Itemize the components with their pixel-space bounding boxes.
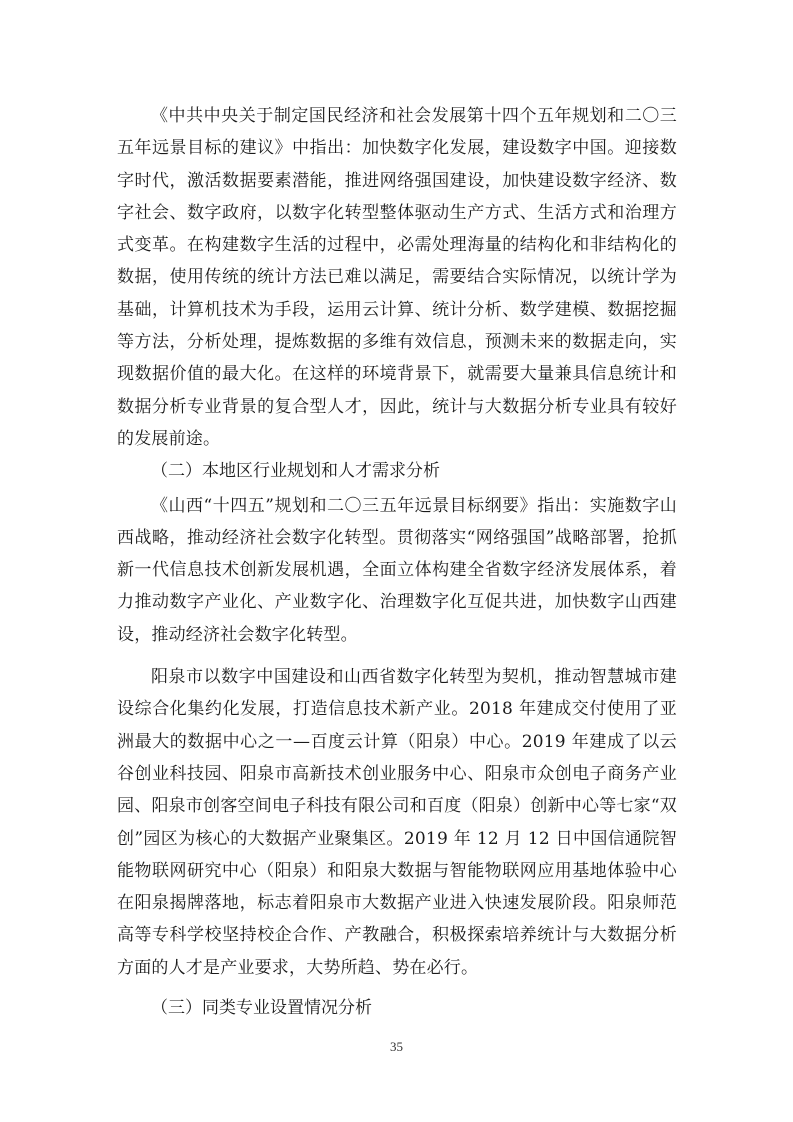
page-number: 35	[390, 1039, 403, 1054]
section-heading-similar-programs: （三）同类专业设置情况分析	[151, 998, 372, 1019]
paragraph-shanxi-plan: 《山西“十四五”规划和二〇三五年远景目标纲要》指出：实施数字山西战略，推动经济社会数字化转型。贯彻落实“网络强国”战略部署，抢抓新一代信息技术创新发展机遇，全面立体构建全省数字经济发展体系，着力推动数字产业化、产业数字化、治理数字化互促共进，加快数字山西建设，推动经济社会数字化转型。	[117, 495, 677, 645]
paragraph-yangquan: 阳泉市以数字中国建设和山西省数字化转型为契机，推动智慧城市建设综合化集约化发展，打造信息技术新产业。2018 年建成交付使用了亚洲最大的数据中心之一—百度云计算（阳泉）中心。2019 年建成了以云谷创业科技园、阳泉市高新技术创业服务中心、阳泉市众创电子商务产业园、阳泉市创客空间电子科技有限公司和百度（阳泉）创新中心等七家“双创”园区为核心的大数据产业聚集区。2019 年 12 月 12 日中国信通院智能物联网研究中心（阳泉）和阳泉大数据与智能物联网应用基地体验中心在阳泉揭牌落地，标志着阳泉市大数据产业进入快速发展阶段。阳泉师范高等专科学校坚持校企合作、产教融合，积极探索培养统计与大数据分析方面的人才是产业要求，大势所趋、势在必行。	[117, 667, 677, 978]
paragraph-digital-china: 《中共中央关于制定国民经济和社会发展第十四个五年规划和二〇三五年远景目标的建议》中指出：加快数字化发展，建设数字中国。迎接数字时代，激活数据要素潜能，推进网络强国建设，加快建设数字经济、数字社会、数字政府，以数字化转型整体驱动生产方式、生活方式和治理方式变革。在构建数字生活的过程中，必需处理海量的结构化和非结构化的数据，使用传统的统计方法已难以满足，需要结合实际情况，以统计学为基础，计算机技术为手段，运用云计算、统计分析、数学建模、数据挖掘等方法，分析处理，提炼数据的多维有效信息，预测未来的数据走向，实现数据价值的最大化。在这样的环境背景下，就需要大量兼具信息统计和数据分析专业背景的复合型人才，因此，统计与大数据分析专业具有较好的发展前途。	[117, 106, 677, 449]
document-body	[117, 100, 677, 1024]
section-heading-regional-planning: （二）本地区行业规划和人才需求分析	[151, 461, 440, 482]
